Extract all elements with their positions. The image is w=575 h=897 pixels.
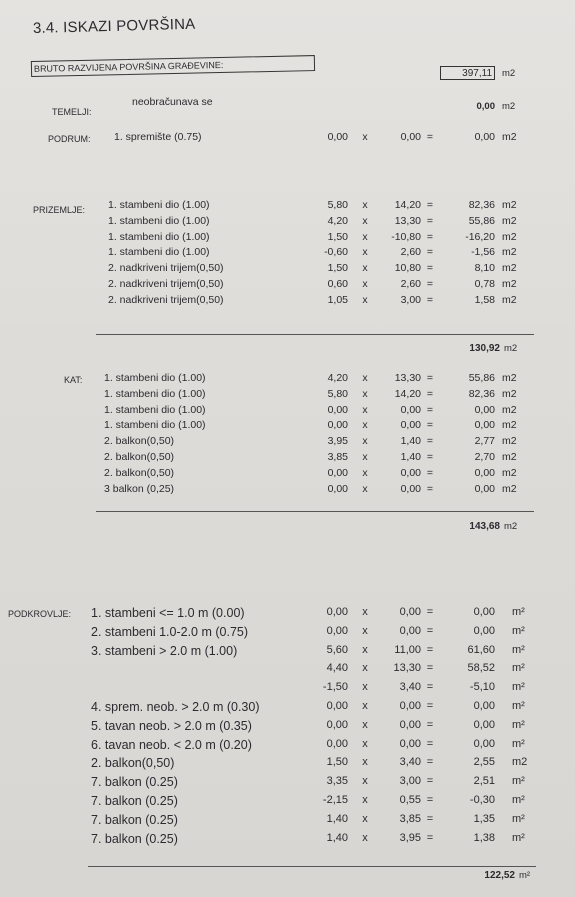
prizemlje-row xyxy=(0,246,575,263)
row-result: 0,78 xyxy=(474,278,495,290)
row-unit: m2 xyxy=(502,293,517,306)
row-result: 0,00 xyxy=(474,482,495,495)
row-result: 8,10 xyxy=(474,262,495,275)
times-sign: x xyxy=(362,606,368,618)
row-description: 1. stambeni dio (1.00) xyxy=(104,372,206,384)
row-unit: m2 xyxy=(502,482,517,495)
dimension-a: 3,95 xyxy=(327,435,348,448)
times-sign: x xyxy=(362,403,368,416)
dimension-b: 3,95 xyxy=(399,831,421,844)
temelji-unit: m2 xyxy=(502,101,516,112)
section-title: 3.4. ISKAZI POVRŠINA xyxy=(32,15,196,37)
dimension-b: 13,30 xyxy=(394,372,421,384)
kat-row xyxy=(0,467,575,484)
dimension-a: 0,00 xyxy=(326,737,348,750)
dimension-a: -0,60 xyxy=(324,246,348,259)
row-unit: m2 xyxy=(502,466,517,479)
times-sign: x xyxy=(362,775,368,788)
row-result: 0,00 xyxy=(473,606,495,618)
times-sign: x xyxy=(362,624,368,637)
row-unit: m2 xyxy=(502,246,517,259)
equals-sign: = xyxy=(426,387,434,400)
dimension-a: -1,50 xyxy=(322,681,348,694)
times-sign: x xyxy=(362,812,368,825)
temelji-text: neobračunava se xyxy=(132,96,213,108)
podkrovlje-label: PODKROVLJE: xyxy=(8,609,72,619)
row-unit: m² xyxy=(512,812,525,825)
podkrovlje-row xyxy=(0,662,575,679)
dimension-b: 1,40 xyxy=(400,451,421,463)
dimension-a: 3,35 xyxy=(326,775,348,788)
row-description: 6. tavan neob. < 2.0 m (0.20) xyxy=(91,737,252,752)
dimension-b: 0,00 xyxy=(400,419,421,432)
dimension-b: 1,40 xyxy=(400,435,421,448)
row-unit: m2 xyxy=(502,372,517,384)
row-description: 7. balkon (0.25) xyxy=(91,794,178,808)
dimension-b: 0,00 xyxy=(399,718,421,731)
equals-sign: = xyxy=(426,794,434,806)
podkrovlje-subtotal-unit: m² xyxy=(519,870,531,881)
dimension-b: 11,00 xyxy=(394,643,421,656)
kat-row xyxy=(0,388,575,405)
podkrovlje-row xyxy=(0,700,575,717)
row-result: -1,56 xyxy=(471,246,495,259)
podkrovlje-row xyxy=(0,832,575,849)
row-unit: m² xyxy=(512,831,525,844)
bruto-unit: m2 xyxy=(502,68,516,79)
row-unit: m2 xyxy=(502,387,517,400)
dimension-b: 3,85 xyxy=(399,812,421,825)
prizemlje-row xyxy=(0,294,575,311)
podkrovlje-row xyxy=(0,775,575,792)
equals-sign: = xyxy=(426,482,434,495)
dimension-a: 0,60 xyxy=(327,278,348,290)
dimension-b: 0,55 xyxy=(399,794,421,806)
dimension-a: 0,00 xyxy=(327,482,348,495)
row-description: 1. stambeni dio (1.00) xyxy=(108,230,210,243)
kat-subtotal: 143,68 xyxy=(469,521,500,532)
prizemlje-row xyxy=(0,262,575,279)
times-sign: x xyxy=(362,737,368,750)
times-sign: x xyxy=(362,262,368,275)
row-unit: m2 xyxy=(502,131,517,143)
times-sign: x xyxy=(362,831,368,844)
dimension-a: 0,00 xyxy=(326,606,348,618)
dimension-a: 5,80 xyxy=(327,199,348,211)
podkrovlje-row xyxy=(0,719,575,736)
equals-sign: = xyxy=(426,131,434,143)
row-result: 0,00 xyxy=(474,403,495,416)
row-result: -16,20 xyxy=(465,230,495,243)
row-result: 55,86 xyxy=(468,372,495,384)
row-description: 1. stambeni dio (1.00) xyxy=(108,199,210,211)
row-unit: m2 xyxy=(502,214,517,227)
kat-row xyxy=(0,404,575,421)
dimension-a: 1,50 xyxy=(327,262,348,275)
kat-row xyxy=(0,435,575,452)
podkrovlje-row xyxy=(0,644,575,661)
dimension-a: 1,40 xyxy=(326,831,348,844)
row-unit: m2 xyxy=(502,262,517,275)
dimension-b: 3,00 xyxy=(400,293,421,306)
dimension-a: 0,00 xyxy=(327,403,348,416)
row-result: 0,00 xyxy=(474,466,495,479)
equals-sign: = xyxy=(426,372,434,384)
row-result: 1,35 xyxy=(473,812,495,825)
row-result: 1,38 xyxy=(473,831,495,844)
row-description: 2. stambeni 1.0-2.0 m (0.75) xyxy=(91,624,249,639)
equals-sign: = xyxy=(426,643,434,656)
equals-sign: = xyxy=(426,403,434,416)
equals-sign: = xyxy=(426,606,434,618)
times-sign: x xyxy=(362,199,368,211)
kat-label: KAT: xyxy=(64,375,83,385)
bruto-label: BRUTO RAZVIJENA POVRŠINA GRAĐEVINE: xyxy=(31,55,315,77)
temelji-label: TEMELJI: xyxy=(52,107,92,117)
row-unit: m2 xyxy=(502,230,517,243)
dimension-b: 2,60 xyxy=(400,278,421,290)
row-unit: m² xyxy=(512,775,525,788)
dimension-a: 4,40 xyxy=(326,662,348,675)
dimension-a: -2,15 xyxy=(322,794,348,806)
podkrovlje-row xyxy=(0,625,575,642)
prizemlje-row xyxy=(0,199,575,216)
dimension-b: 0,00 xyxy=(400,403,421,416)
equals-sign: = xyxy=(426,831,434,844)
row-unit: m2 xyxy=(502,278,517,290)
dimension-b: 0,00 xyxy=(400,466,421,479)
row-description: 4. sprem. neob. > 2.0 m (0.30) xyxy=(91,700,260,714)
times-sign: x xyxy=(362,451,368,463)
row-description: 2. nadkriveni trijem(0,50) xyxy=(108,262,224,275)
row-result: 2,51 xyxy=(473,775,495,788)
prizemlje-subtotal: 130,92 xyxy=(469,343,500,354)
row-unit: m² xyxy=(512,606,525,618)
equals-sign: = xyxy=(426,737,434,750)
row-description: 5. tavan neob. > 2.0 m (0.35) xyxy=(91,718,252,733)
podkrovlje-row xyxy=(0,738,575,755)
equals-sign: = xyxy=(426,718,434,731)
dimension-b: 3,40 xyxy=(399,681,421,694)
row-result: 61,60 xyxy=(467,643,495,656)
kat-row xyxy=(0,372,575,389)
row-result: 0,00 xyxy=(473,718,495,731)
equals-sign: = xyxy=(426,466,434,479)
row-unit: m² xyxy=(512,737,525,750)
dimension-a: 1,40 xyxy=(326,812,348,825)
row-description: 1. stambeni dio (1.00) xyxy=(104,403,206,416)
row-description: 7. balkon (0.25) xyxy=(91,812,178,827)
row-result: -0,30 xyxy=(469,794,495,806)
equals-sign: = xyxy=(426,662,434,675)
equals-sign: = xyxy=(426,199,434,211)
equals-sign: = xyxy=(426,246,434,259)
kat-subtotal-unit: m2 xyxy=(504,521,518,532)
row-result: 58,52 xyxy=(467,662,495,675)
dimension-a: 0,00 xyxy=(327,419,348,432)
row-description: 7. balkon (0.25) xyxy=(91,775,178,790)
times-sign: x xyxy=(362,246,368,259)
row-result: 0,00 xyxy=(473,737,495,750)
row-description: 2. nadkriveni trijem(0,50) xyxy=(108,293,224,306)
row-description: 1. stambeni dio (1.00) xyxy=(104,387,206,400)
row-result: 0,00 xyxy=(473,700,495,712)
dimension-a: 0,00 xyxy=(326,700,348,712)
times-sign: x xyxy=(362,662,368,675)
bruto-total: 397,11 xyxy=(440,66,495,80)
row-result: 0,00 xyxy=(474,419,495,432)
kat-row xyxy=(0,483,575,500)
dimension-b: 0,00 xyxy=(399,700,421,712)
podrum-row xyxy=(0,131,575,148)
row-result: 55,86 xyxy=(468,214,495,227)
row-description: 3 balkon (0,25) xyxy=(104,482,175,495)
equals-sign: = xyxy=(426,293,434,306)
kat-row xyxy=(0,419,575,436)
dimension-a: 1,50 xyxy=(327,230,348,243)
times-sign: x xyxy=(362,435,368,448)
equals-sign: = xyxy=(426,214,434,227)
times-sign: x xyxy=(362,372,368,384)
row-description: 3. stambeni > 2.0 m (1.00) xyxy=(91,643,238,658)
times-sign: x xyxy=(362,681,368,694)
row-description: 1. stambeni <= 1.0 m (0.00) xyxy=(91,606,245,620)
row-description: 7. balkon (0.25) xyxy=(91,831,178,846)
times-sign: x xyxy=(362,643,368,656)
times-sign: x xyxy=(362,387,368,400)
dimension-a: 3,85 xyxy=(327,451,348,463)
equals-sign: = xyxy=(426,278,434,290)
dimension-a: 5,60 xyxy=(326,643,348,656)
times-sign: x xyxy=(362,794,368,806)
row-unit: m² xyxy=(512,643,525,656)
dimension-b: 10,80 xyxy=(394,262,421,275)
podkrovlje-row xyxy=(0,756,575,773)
row-unit: m2 xyxy=(502,435,517,448)
row-description: 1. spremište (0.75) xyxy=(114,131,202,143)
row-result: 0,00 xyxy=(474,131,495,143)
equals-sign: = xyxy=(426,756,434,769)
row-unit: m² xyxy=(512,662,525,675)
times-sign: x xyxy=(362,756,368,769)
podkrovlje-row xyxy=(0,813,575,830)
dimension-a: 1,50 xyxy=(326,756,348,769)
dimension-b: 3,40 xyxy=(399,756,421,769)
prizemlje-divider xyxy=(96,334,534,335)
row-unit: m2 xyxy=(502,419,517,432)
dimension-a: 0,00 xyxy=(326,624,348,637)
dimension-b: 0,00 xyxy=(400,482,421,495)
row-result: 2,77 xyxy=(474,435,495,448)
row-result: 82,36 xyxy=(468,199,495,211)
row-unit: m2 xyxy=(502,451,517,463)
row-result: 2,70 xyxy=(474,451,495,463)
times-sign: x xyxy=(362,700,368,712)
dimension-a: 4,20 xyxy=(327,214,348,227)
row-description: 2. nadkriveni trijem(0,50) xyxy=(108,278,224,290)
row-unit: m² xyxy=(512,718,525,731)
prizemlje-label: PRIZEMLJE: xyxy=(33,205,86,215)
dimension-b: 0,00 xyxy=(400,131,421,143)
dimension-a: 4,20 xyxy=(327,372,348,384)
dimension-b: 14,20 xyxy=(394,199,421,211)
equals-sign: = xyxy=(426,812,434,825)
dimension-b: 0,00 xyxy=(399,737,421,750)
equals-sign: = xyxy=(426,262,434,275)
row-description: 1. stambeni dio (1.00) xyxy=(104,419,206,432)
row-description: 1. stambeni dio (1.00) xyxy=(108,214,210,227)
equals-sign: = xyxy=(426,419,434,432)
row-result: 0,00 xyxy=(473,624,495,637)
dimension-b: 2,60 xyxy=(400,246,421,259)
dimension-a: 5,80 xyxy=(327,387,348,400)
dimension-b: 14,20 xyxy=(394,387,421,400)
podkrovlje-row xyxy=(0,794,575,811)
times-sign: x xyxy=(362,718,368,731)
row-unit: m2 xyxy=(512,756,528,769)
times-sign: x xyxy=(362,293,368,306)
kat-row xyxy=(0,451,575,468)
row-unit: m2 xyxy=(502,403,517,416)
equals-sign: = xyxy=(426,681,434,694)
equals-sign: = xyxy=(426,230,434,243)
row-result: 1,58 xyxy=(474,293,495,306)
row-unit: m2 xyxy=(502,199,517,211)
times-sign: x xyxy=(362,278,368,290)
times-sign: x xyxy=(362,466,368,479)
row-unit: m² xyxy=(512,700,525,712)
dimension-b: 13,30 xyxy=(394,214,421,227)
equals-sign: = xyxy=(426,435,434,448)
podkrovlje-divider xyxy=(88,866,536,867)
dimension-a: 0,00 xyxy=(327,131,348,143)
times-sign: x xyxy=(362,419,368,432)
row-description: 2. balkon(0,50) xyxy=(91,756,175,771)
row-result: 2,55 xyxy=(473,756,495,769)
equals-sign: = xyxy=(426,624,434,637)
prizemlje-subtotal-unit: m2 xyxy=(504,343,518,354)
dimension-a: 1,05 xyxy=(327,293,348,306)
equals-sign: = xyxy=(426,451,434,463)
times-sign: x xyxy=(362,230,368,243)
dimension-b: 0,00 xyxy=(399,606,421,618)
dimension-b: 0,00 xyxy=(399,624,421,637)
podkrovlje-row xyxy=(0,681,575,698)
row-description: 2. balkon(0,50) xyxy=(104,466,175,479)
prizemlje-row xyxy=(0,231,575,248)
row-result: -5,10 xyxy=(469,681,495,694)
podkrovlje-subtotal: 122,52 xyxy=(484,870,515,881)
times-sign: x xyxy=(362,482,368,495)
row-description: 1. stambeni dio (1.00) xyxy=(108,246,210,259)
dimension-b: 13,30 xyxy=(393,662,421,675)
equals-sign: = xyxy=(426,700,434,712)
podkrovlje-row xyxy=(0,606,575,623)
dimension-a: 0,00 xyxy=(327,466,348,479)
row-unit: m² xyxy=(512,624,525,637)
times-sign: x xyxy=(362,131,368,143)
times-sign: x xyxy=(362,214,368,227)
kat-divider xyxy=(96,511,534,512)
row-unit: m² xyxy=(512,681,525,694)
temelji-result: 0,00 xyxy=(476,101,495,112)
dimension-a: 0,00 xyxy=(326,718,348,731)
row-description: 2. balkon(0,50) xyxy=(104,435,175,448)
row-result: 82,36 xyxy=(468,387,495,400)
row-description: 2. balkon(0,50) xyxy=(104,451,175,463)
equals-sign: = xyxy=(426,775,434,788)
row-unit: m² xyxy=(512,794,525,806)
podrum-label: PODRUM: xyxy=(48,134,91,144)
dimension-b: 3,00 xyxy=(399,775,421,788)
dimension-b: -10,80 xyxy=(391,230,421,243)
prizemlje-row xyxy=(0,278,575,295)
prizemlje-row xyxy=(0,215,575,232)
